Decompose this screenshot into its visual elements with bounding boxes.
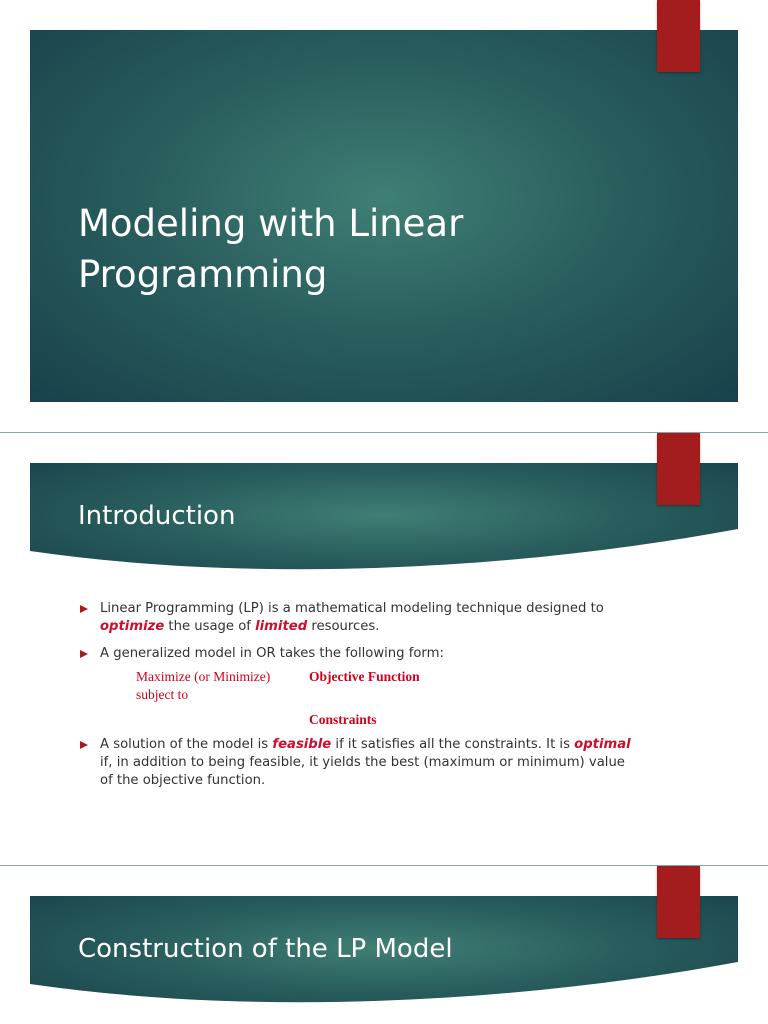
bullet-arrow-icon [80, 605, 88, 613]
slide2-title: Introduction [78, 501, 236, 531]
construction-banner [30, 896, 738, 1012]
model-objective-function: Objective Function [309, 669, 420, 684]
bullet-arrow-icon [80, 741, 88, 749]
slide-introduction [0, 433, 768, 865]
intro-bullets-2 [78, 736, 638, 799]
slide1-title-line2: Programming [78, 253, 328, 296]
red-accent-tab [657, 0, 700, 72]
model-constraints: Constraints [309, 712, 377, 727]
title-banner [30, 30, 738, 402]
highlight-limited: limited [255, 619, 308, 634]
bullet-arrow-icon [80, 650, 88, 658]
intro-bullets [78, 600, 638, 672]
bullet-generalized-model: A generalized model in OR takes the following form: [78, 645, 638, 663]
intro-banner [30, 463, 738, 579]
model-subject-to: subject to [136, 687, 189, 702]
slide-title [0, 0, 768, 432]
slide3-title: Construction of the LP Model [78, 934, 453, 964]
highlight-optimize: optimize [100, 619, 165, 634]
model-maximize: Maximize (or Minimize) [136, 669, 271, 684]
bullet-feasible-optimal: A solution of the model is feasible if it satisfies all the constraints. It is optimal if, in addition to being feasible, it yields the best (maximum or minimum) value of the objective function. [78, 736, 638, 790]
highlight-feasible: feasible [272, 737, 332, 752]
slide1-title-line1: Modeling with Linear [78, 202, 464, 245]
red-accent-tab [657, 866, 700, 938]
red-accent-tab [657, 433, 700, 505]
slide-construction [0, 866, 768, 1024]
highlight-optimal: optimal [574, 737, 631, 752]
bullet-lp-definition: Linear Programming (LP) is a mathematical modeling technique designed to optimize the usage of limited resources. [78, 600, 638, 636]
slide1-title [78, 198, 463, 300]
